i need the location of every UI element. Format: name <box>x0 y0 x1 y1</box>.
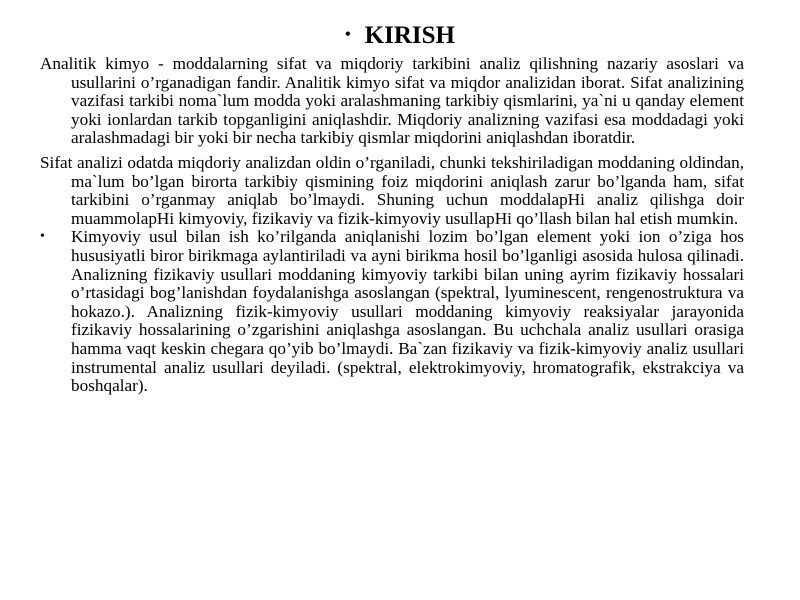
slide-title: KIRISH <box>364 22 455 49</box>
slide-title-row <box>0 20 800 51</box>
title-bullet-icon: • <box>345 26 351 43</box>
slide-body <box>40 55 744 396</box>
paragraph-qualitative-analysis: Sifat analizi odatda miqdoriy analizdan oldin o’rganiladi, chunki tekshiriladigan moddaning oldindan, ma`lum bo’lgan birorta tarkibiy qismining foiz miqdorini aniqlash zarur bo’lganda ham, sifat tarkibini o’rganmay aniqlab bo’lmaydi. Shuning uchun moddalapHi analiz qilishga doir muammolapHi kimyoviy, fizikaviy va fizik-kimyoviy usullapHi qo’llash bilan hal etish mumkin. <box>40 152 744 228</box>
paragraph-intro: Analitik kimyo - moddalarning sifat va miqdoriy tarkibini analiz qilishning nazariy asoslari va usullarini o’rganadigan fandir. Analitik kimyo sifat va miqdor analizidan iborat. Sifat analizining vazifasi tarkibi noma`lum modda yoki aralashmaning tarkibiy qismlarini, ya`ni u qanday element yoki ionlardan tarkib topganligini aniqlashdir. Miqdoriy analizning vazifasi esa moddadagi yoki aralashmadagi bir yoki bir necha tarkibiy qismlar miqdorini aniqlashdan iboratdir. <box>40 54 744 148</box>
bullet-paragraph <box>40 228 744 395</box>
bullet-paragraph-text: Kimyoviy usul bilan ish ko’rilganda aniqlanishi lozim bo’lgan element yoki ion o’ziga hos hususiyatli biror birikmaga aylantiriladi va ayni birikma hosil bo’lganligi asosida hulosa qilinadi. Analizning fizikaviy usullari moddaning kimyoviy tarkibi bilan uning ayrim fizikaviy hossalari o’rtasidagi bog’lanishdan foydalanishga asoslangan (spektral, lyuminescent, rengenostruktura va hokazo.). Analizning fizik-kimyoviy usullari moddaning kimyoviy reaksiyalar jarayonida fizikaviy hossalarining o’zgarishini aniqlashga asoslangan. Bu uchchala analiz usullari orasiga hamma vaqt keskin chegara qo’yib bo’lmaydi. Ba`zan fizikaviy va fizik-kimyoviy analiz usullari instrumental analiz usullari deyiladi. (spektral, elektrokimyoviy, hromatografik, ekstrakciya va boshqalar). <box>71 227 744 396</box>
bullet-icon: • <box>40 229 45 245</box>
